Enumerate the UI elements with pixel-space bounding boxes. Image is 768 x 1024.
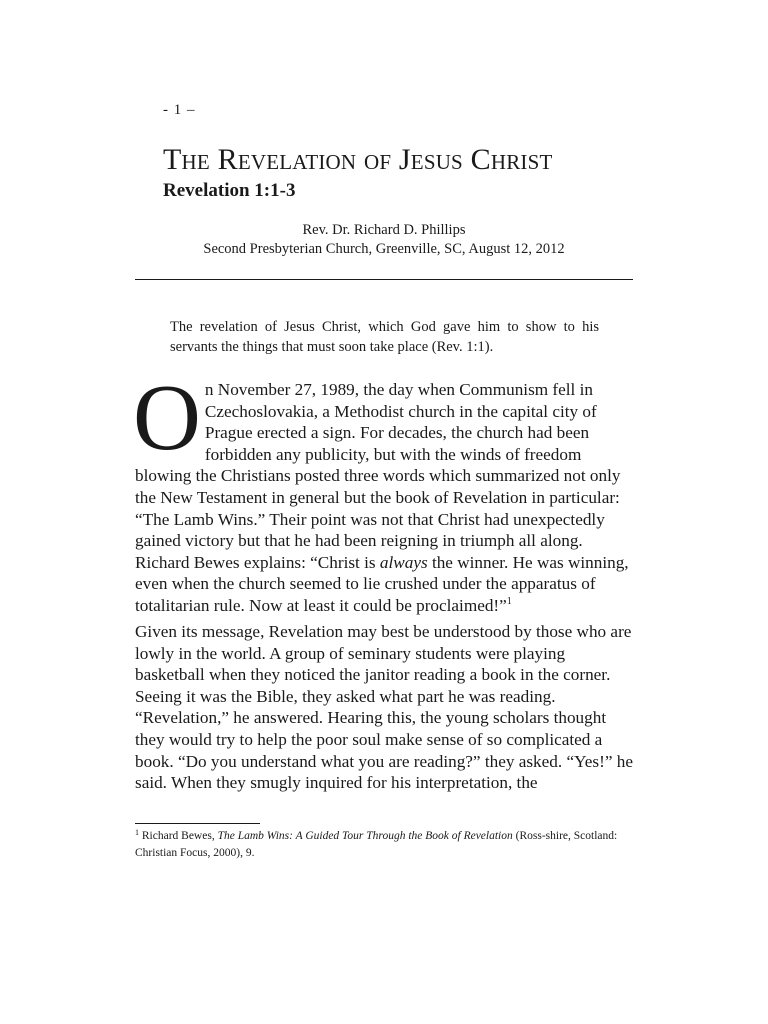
title-divider <box>135 279 633 280</box>
scripture-reference: Revelation 1:1-3 <box>163 180 296 201</box>
body-paragraph-2: Given its message, Revelation may best be understood by those who are lowly in the world. A group of seminary students were playing basketball when they noticed the janitor reading a book in the corner. Seeing it was the Bible, they asked what part he was reading. “Revelation,” he answered. Hearing this, the young scholars thought they would try to help the poor soul make sense of so complicated a book. “Do you understand what you are reading?” they asked. “Yes!” he said. When they smugly inquired for his interpretation, the <box>135 622 633 793</box>
author-line: Rev. Dr. Richard D. Phillips <box>302 222 466 238</box>
church-date-line: Second Presbyterian Church, Greenville, SC, August 12, 2012 <box>203 241 565 257</box>
page-number: - 1 – <box>163 102 196 118</box>
footnote-divider <box>135 823 260 824</box>
sermon-title: The Revelation of Jesus Christ <box>163 143 553 176</box>
paragraph-1-text-a: n November 27, 1989, the day when Communism fell in Czechoslovakia, a Methodist church in the capital city of Prague erected a sign. For decades, the church had been forbidden any publicity, but with the winds of freedom blowing the Christians posted three words which summarized not only the New Testament in general but the book of Revelation in particular: “The Lamb Wins.” Their point was not that Christ had unexpectedly gained victory but that he had been reigning in triumph all along. Richard Bewes explains: “Christ is <box>135 380 621 572</box>
drop-cap: O <box>133 366 201 470</box>
emphasis-always: always <box>379 552 428 572</box>
paragraph-1-text-b: the winner. He was winning, even when the church seemed to lie crushed under the apparatus of totalitarian rule. Now at least it could be proclaimed!” <box>135 552 629 615</box>
footnote-marker: 1 <box>135 828 139 837</box>
footnote-publication: (Ross-shire, Scotland: Christian Focus, 2000), 9. <box>135 830 618 859</box>
footnote-book-title: The Lamb Wins: A Guided Tour Through the Book of Revelation <box>217 830 513 842</box>
footnote-reference[interactable]: 1 <box>506 595 512 607</box>
epigraph-quote: The revelation of Jesus Christ, which God gave him to show to his servants the things that must soon take place (Rev. 1:1). <box>170 319 599 355</box>
footnote-1 <box>135 828 633 862</box>
body-paragraph-1 <box>133 366 633 617</box>
footnote-author: Richard Bewes, <box>141 830 218 842</box>
